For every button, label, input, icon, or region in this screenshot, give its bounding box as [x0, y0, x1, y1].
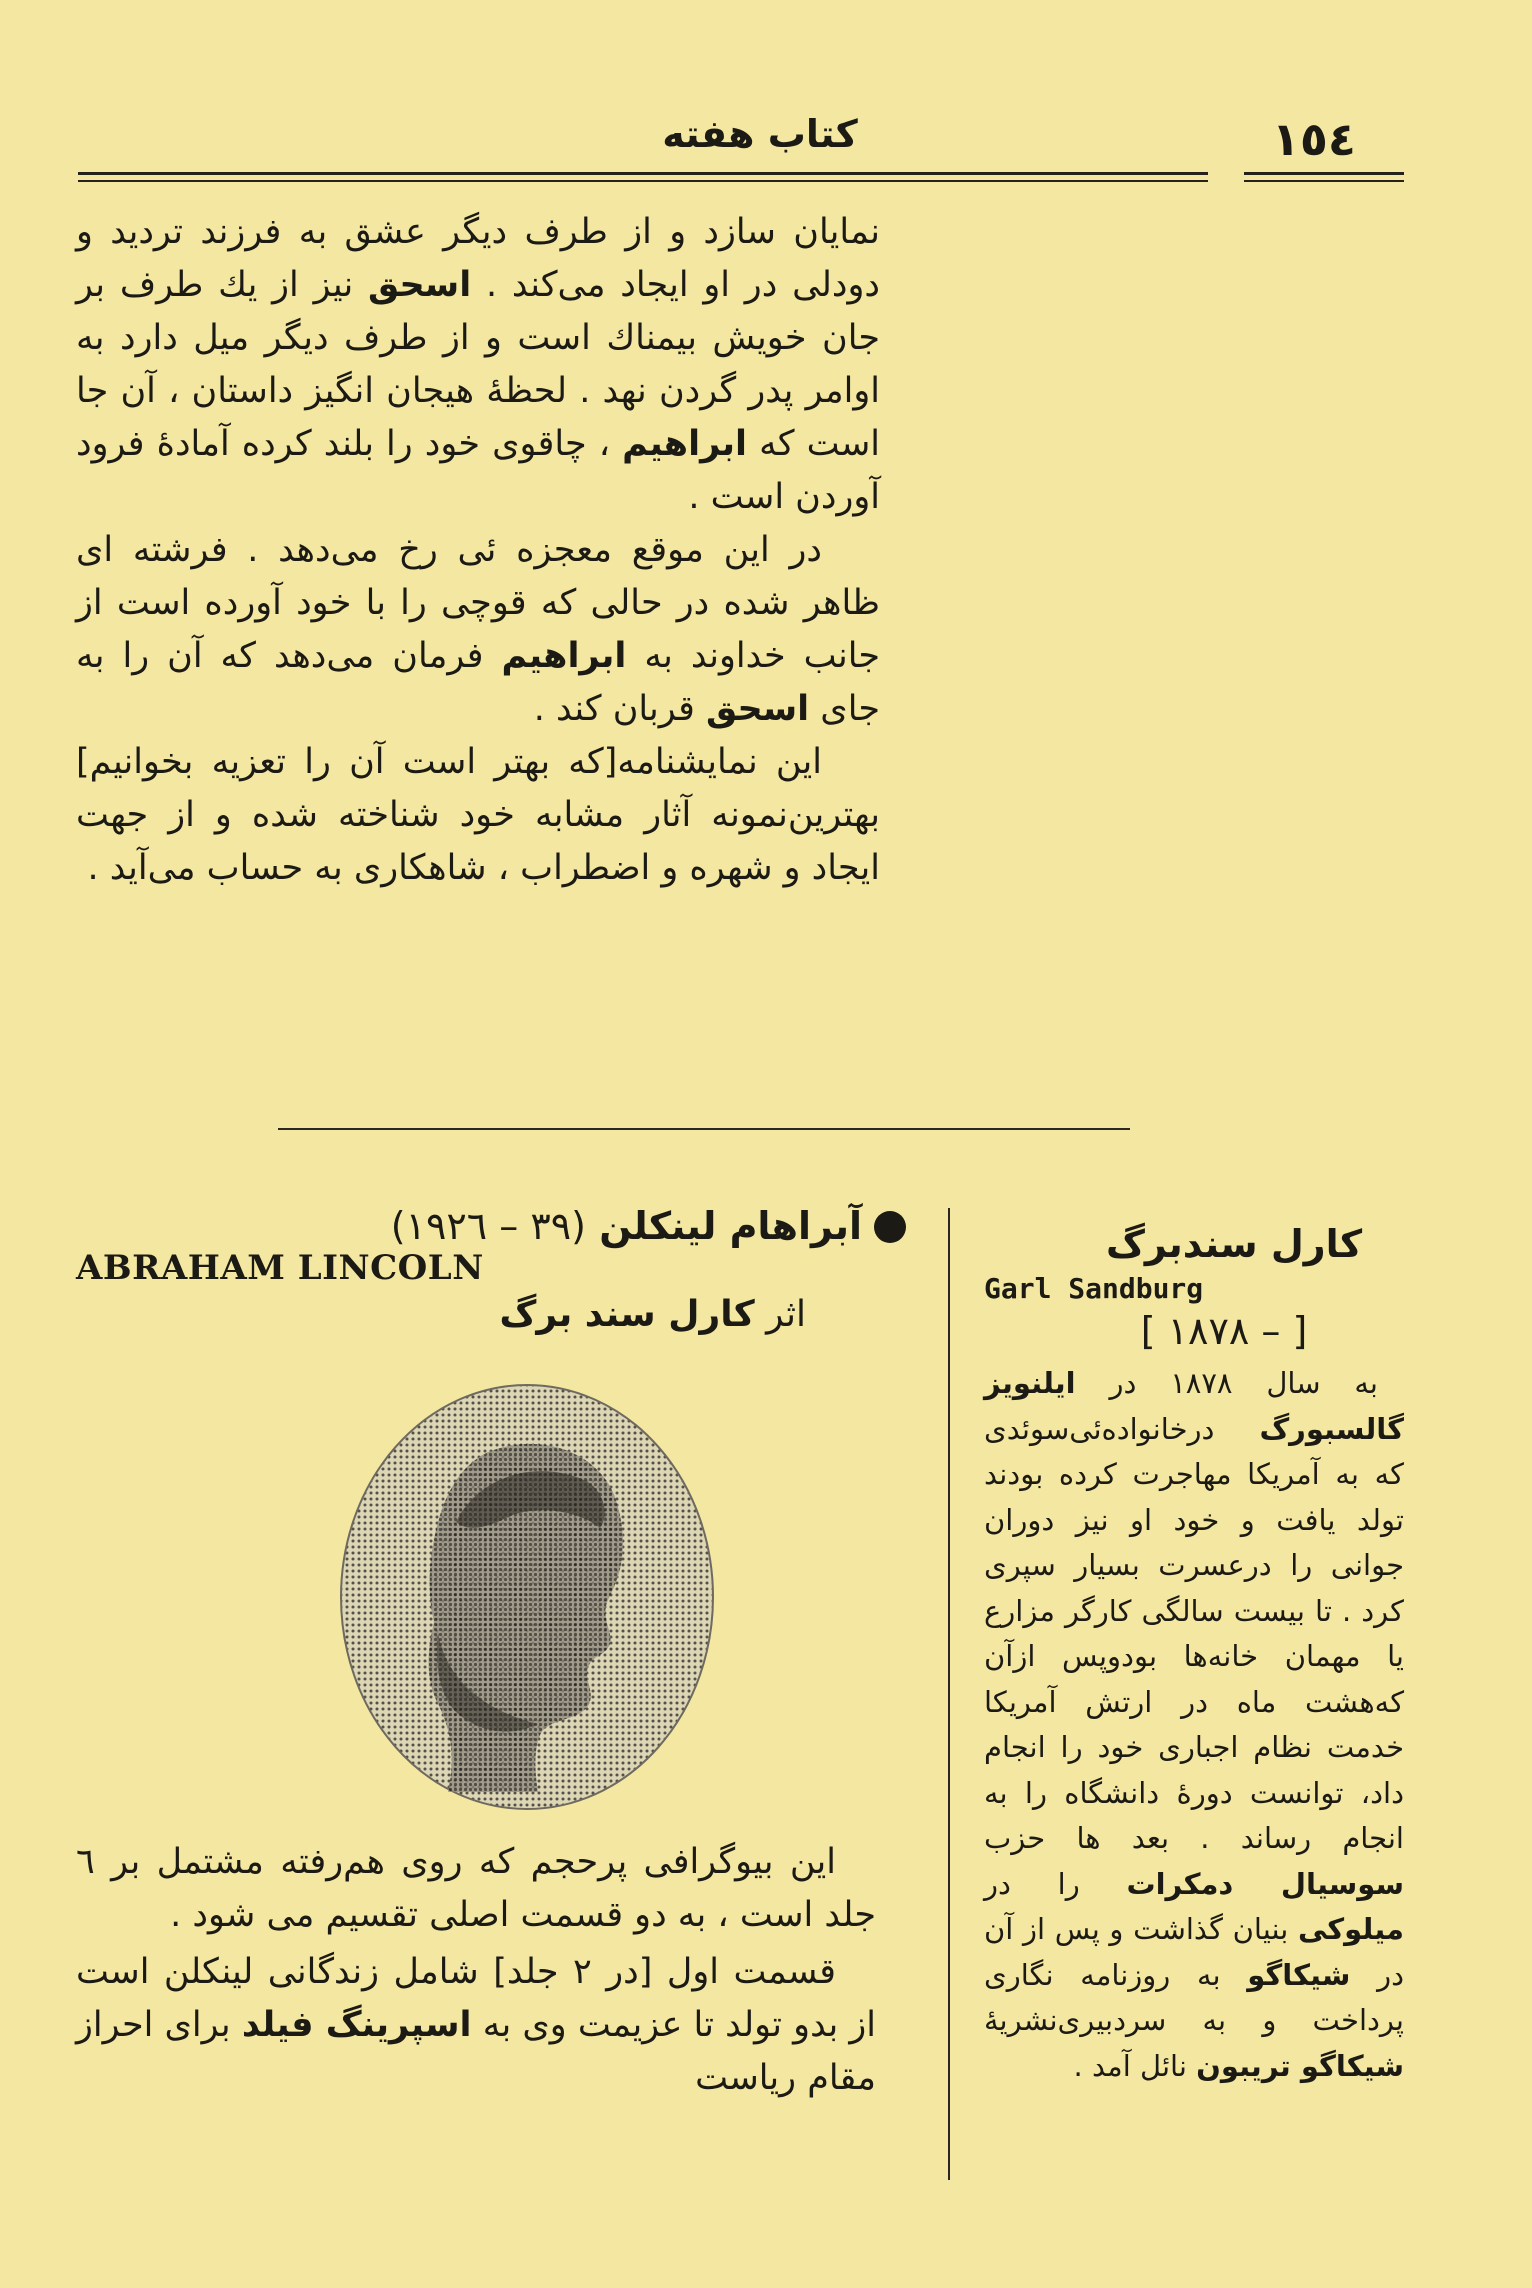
top-article [76, 206, 880, 895]
header-rule [78, 180, 1208, 182]
text: در این موقع معجزه ئی رخ می‌دهد . فرشته ای ظاهر شده در حالی که قوچی را با خود آورده است از جانب خداوند به [76, 530, 880, 676]
text: قسمت اول [در ٢ جلد] شامل زندگانی لینکلن است از بدو تولد تا عزیمت وی به [76, 1952, 876, 2045]
running-head: کتاب هفته [662, 112, 858, 156]
name-abraham: ابراهیم [622, 424, 747, 464]
name-isaac: اسحق [705, 689, 810, 729]
text: برای احراز مقام ریاست [76, 2005, 876, 2098]
lincoln-heading [76, 1198, 906, 1254]
name-abraham: ابراهیم [501, 636, 627, 676]
paragraph [76, 206, 880, 524]
place-milwaukee: میلوکی [1297, 1912, 1404, 1946]
bullet-dot-icon [874, 1211, 906, 1243]
text: ، چاقوی خود را بلند کرده آمادهٔ فرود آوردن است . [76, 424, 880, 517]
column-divider [948, 1208, 950, 2180]
paragraph [76, 524, 880, 736]
lincoln-title-english: ABRAHAM LINCOLN [76, 1248, 484, 1288]
name-isaac: اسحق [368, 265, 472, 305]
author-prefix: اثر [766, 1294, 806, 1335]
text: به سال ١٨٧٨ در [1075, 1366, 1378, 1400]
header-rule [1244, 172, 1404, 175]
place-galesburg: گالسبورگ [1259, 1411, 1404, 1446]
place-springfield: اسپرینگ فیلد [241, 2005, 472, 2045]
text: نیز از یك طرف بر جان خویش بیمناك است و از طرف دیگر میل دارد به اوامر پدر گردن نهد . لحظهٔ هیجان انگیز داستان ، آن جا است که [76, 265, 880, 464]
party-social-democrat: سوسیال دمکرات [1126, 1866, 1404, 1901]
sandburg-title-english: Garl Sandburg [984, 1272, 1204, 1305]
paragraph [984, 1361, 1404, 2089]
paragraph [76, 1946, 876, 2105]
page-number: ١٥٤ [1271, 112, 1356, 166]
paragraph: این نمایشنامه[که بهتر است آن را تعزیه بخوانیم] بهترین‌نمونه آثار مشابه خود شناخته شده و از جهت ایجاد و شهره و اضطراب ، شاهکاری به حساب می‌آید . [76, 742, 880, 888]
author-name: کارل سند برگ [499, 1294, 755, 1335]
lincoln-portrait-medallion [338, 1382, 716, 1812]
header-rule [1244, 180, 1404, 182]
text: نمایان سازد و از طرف دیگر عشق به فرزند تردید و دودلی در او ایجاد می‌کند . [76, 212, 880, 305]
place-chicago: شیکاگو [1247, 1957, 1351, 1992]
lincoln-author-line [76, 1294, 906, 1335]
lincoln-entry [76, 1198, 906, 1335]
sandburg-body [984, 1361, 1404, 2089]
text: فرمان می‌دهد که آن را به جای [76, 636, 880, 729]
sandburg-dates: [ ١٨٧٨ – ] [1140, 1309, 1308, 1353]
lincoln-body [76, 1836, 876, 2105]
paragraph: این بیوگرافی پرحجم که روی هم‌رفته مشتمل بر ٦ جلد است ، به دو قسمت اصلی تقسیم می شود . [76, 1842, 876, 1935]
header-rule [78, 172, 1208, 175]
text: به روزنامه نگاری پرداخت و به سردبیری‌نشریهٔ [984, 1957, 1404, 2037]
newspaper-chicago-tribune: شیکاگو تریبون [1196, 2048, 1404, 2083]
place-illinois: ایلنویز [984, 1366, 1076, 1400]
sandburg-entry [984, 1222, 1404, 2089]
text: بنیان گذاشت و پس از آن در [984, 1912, 1405, 1992]
text: درخانواده‌ئی‌سوئدی که به آمریکا مهاجرت کرده بودند تولد یافت و خود او نیز دوران جوانی را درعسرت بسیار سپری کرد . تا بیست سالگی کارگر مزارع یا مهمان خانه‌ها بودوپس ازآن که‌هشت ماه در ارتش آمریکا خدمت نظام اجباری خود را انجام داد، توانست دورهٔ دانشگاه را به انجام رساند . بعد ها حزب [984, 1411, 1404, 1855]
lincoln-title: آبراهام لینکلن [599, 1204, 862, 1248]
section-divider [278, 1128, 1130, 1130]
text: قربان کند . [533, 689, 706, 729]
lincoln-dates: (٣٩ – ١٩٢٦) [390, 1204, 586, 1248]
text: نائل آمد . [1073, 2048, 1197, 2083]
sandburg-title: کارل سندبرگ [1105, 1222, 1363, 1266]
text: را در [984, 1866, 1127, 1901]
